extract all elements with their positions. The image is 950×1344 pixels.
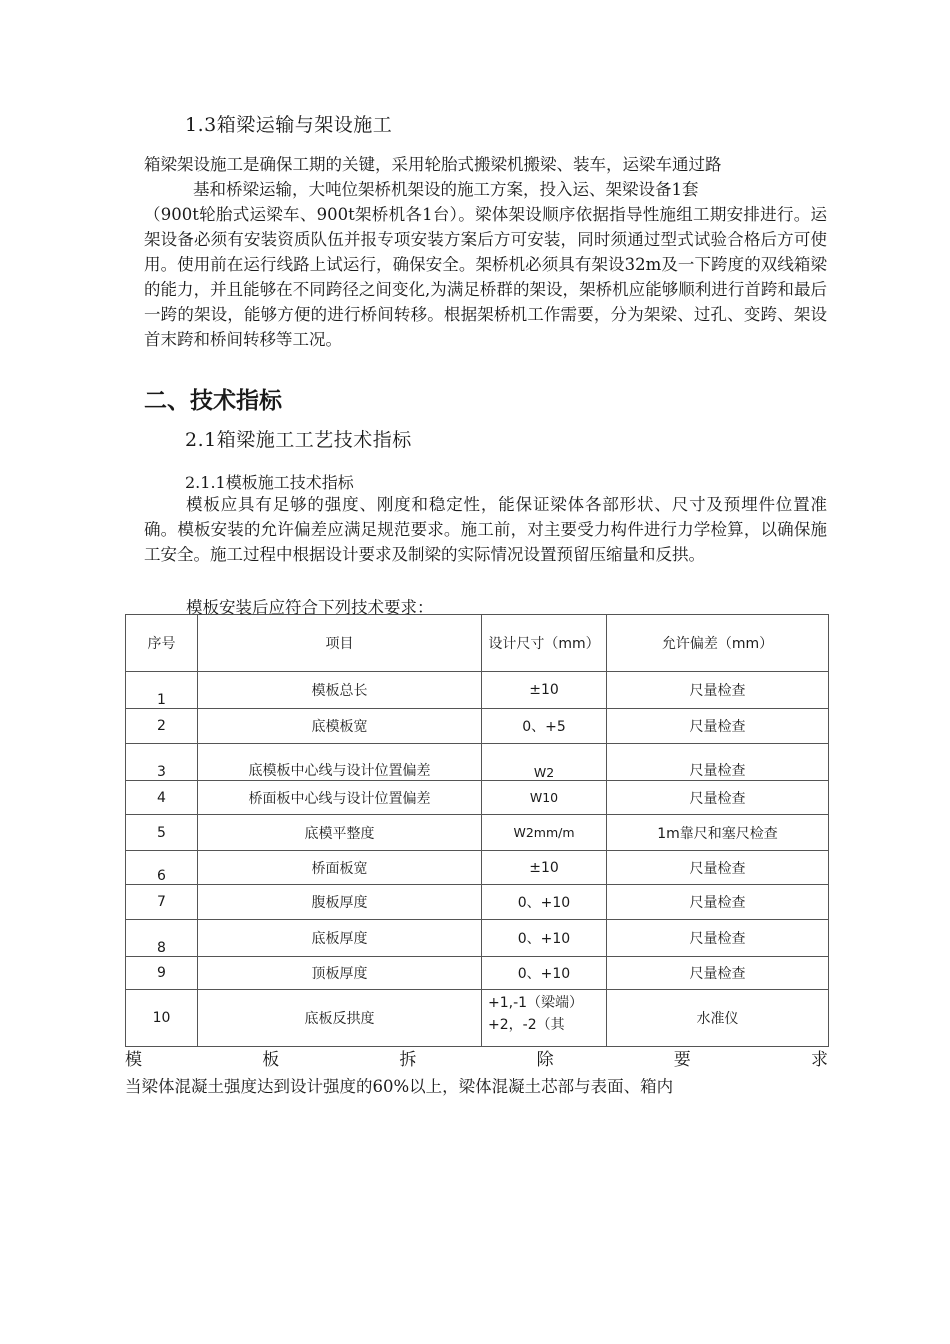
cell-index: 8 [126,920,198,957]
cell-tolerance: 尺量检查 [607,744,829,781]
cell-design [482,990,607,1047]
table-row [126,990,829,1047]
formwork-tolerance-table [125,614,829,1047]
cell-index: 3 [126,744,198,781]
cell-item: 顶板厚度 [198,957,482,990]
cell-design: W2 [482,744,607,781]
cell-item: 底板反拱度 [198,990,482,1047]
paragraph-formwork: 模板应具有足够的强度、刚度和稳定性，能保证梁体各部形状、尺寸及预埋件位置准确。模板安装的允许偏差应满足规范要求。施工前，对主要受力构件进行力学检算，以确保施工安全。施工过程中根据设计要求及制梁的实际情况设置预留压缩量和反拱。 [144,495,827,564]
table-row [126,851,829,885]
table-row [126,815,829,851]
section-heading-1-3: 1.3箱梁运输与架设施工 [185,114,393,136]
paragraph-line: 箱梁架设施工是确保工期的关键，采用轮胎式搬梁机搬梁、装车，运梁车通过路 [144,155,722,174]
cell-item: 腹板厚度 [198,885,482,920]
cell-tolerance: 尺量检查 [607,920,829,957]
cell-item: 底模平整度 [198,815,482,851]
section-heading-2-1: 2.1箱梁施工工艺技术指标 [185,429,412,451]
cell-index: 5 [126,815,198,851]
heading-formwork-removal [125,1045,828,1070]
cell-design: W2mm/m [482,815,607,851]
table-row [126,709,829,744]
cell-design: 0、+10 [482,957,607,990]
paragraph-body: （900t轮胎式运梁车、900t架桥机各1台）。梁体架设顺序依据指导性施组工期安排进行。运架设备必须有安装资质队伍并报专项安装方案后方可安装，同时须通过型式试验合格后方可使用。使用前在运行线路上试运行，确保安全。架桥机必须具有架设32m及一下跨度的双线箱梁的能力，并且能够在不同跨径之间变化,为满足桥群的架设，架桥机应能够顺利进行首跨和最后一跨的架设，能够方便的进行桥间转移。根据架桥机工作需要，分为架梁、过孔、变跨、架设首末跨和桥间转移等工况。 [144,205,827,349]
cell-tolerance: 尺量检查 [607,672,829,709]
paragraph-line: 基和桥梁运输，大吨位架桥机架设的施工方案，投入运、架梁设备1套 [193,180,699,199]
cell-index: 2 [126,709,198,744]
cell-tolerance: 尺量检查 [607,885,829,920]
spread-char: 模 [125,1050,142,1070]
header-cell: 设计尺寸（mm） [482,615,607,672]
header-cell: 项目 [198,615,482,672]
cell-design-text: +1,-1（梁端） [488,995,584,1011]
table-row [126,672,829,709]
cell-design: 0、+5 [482,709,607,744]
spread-char: 要 [673,1050,691,1070]
header-cell: 允许偏差（mm） [607,615,829,672]
cell-item: 底模板宽 [198,709,482,744]
cell-design-cut-text: +2，-2（其 [488,1017,565,1033]
cell-index: 6 [126,851,198,885]
cell-index: 1 [126,672,198,709]
header-cell: 序号 [126,615,198,672]
table-row [126,744,829,781]
cell-tolerance: 尺量检查 [607,957,829,990]
table-row [126,885,829,920]
cell-item: 底板厚度 [198,920,482,957]
spread-char: 除 [536,1050,554,1070]
table-row [126,920,829,957]
spread-char: 拆 [399,1050,417,1070]
cell-index: 7 [126,885,198,920]
table-header-row [126,615,829,672]
cell-tolerance: 尺量检查 [607,851,829,885]
cell-tolerance: 尺量检查 [607,781,829,815]
cell-item: 模板总长 [198,672,482,709]
cell-item: 桥面板中心线与设计位置偏差 [198,781,482,815]
spread-char: 板 [262,1050,280,1070]
cell-index: 4 [126,781,198,815]
cell-design: ±10 [482,851,607,885]
cell-tolerance: 尺量检查 [607,709,829,744]
section-heading-2-1-1: 2.1.1模板施工技术指标 [185,473,354,492]
paragraph-beam-erection [144,152,827,352]
table-row [126,957,829,990]
cell-design: 0、+10 [482,920,607,957]
cell-index: 10 [126,990,198,1047]
cell-design: W10 [482,781,607,815]
chapter-heading-2: 二、技术指标 [144,388,282,414]
cell-design: 0、+10 [482,885,607,920]
spread-char: 求 [810,1050,828,1070]
cell-tolerance: 1m靠尺和塞尺检查 [607,815,829,851]
cell-tolerance: 水准仪 [607,990,829,1047]
table-row [126,781,829,815]
cell-index: 9 [126,957,198,990]
cell-item: 底模板中心线与设计位置偏差 [198,744,482,781]
cell-design: ±10 [482,672,607,709]
paragraph-removal: 当梁体混凝土强度达到设计强度的60%以上，梁体混凝土芯部与表面、箱内 [125,1077,674,1096]
paragraph-table-intro: 模板安装后应符合下列技术要求： [186,598,434,617]
cell-item: 桥面板宽 [198,851,482,885]
